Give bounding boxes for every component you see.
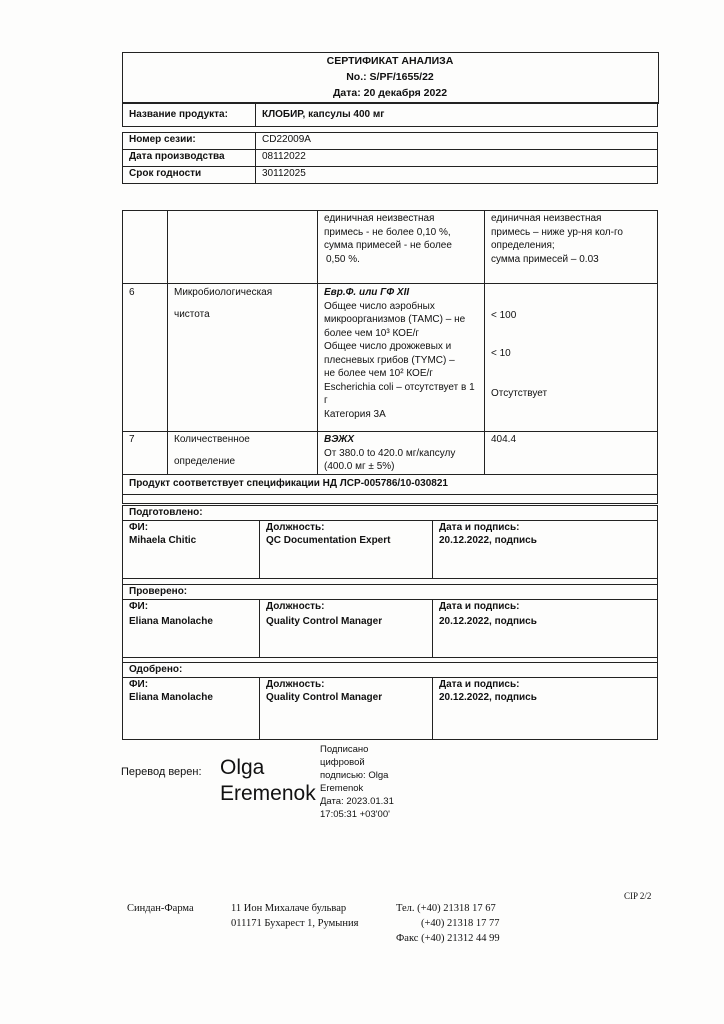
certificate-header-text bbox=[123, 53, 657, 101]
test-num: 7 bbox=[123, 432, 168, 475]
res-line: примесь – ниже ур-ня кол-го bbox=[491, 226, 623, 238]
test-num: 6 bbox=[123, 284, 168, 432]
phone-line: Тел. (+40) 21318 17 67 bbox=[396, 903, 496, 914]
date-cell bbox=[433, 599, 658, 657]
signature-block-checked bbox=[122, 584, 658, 665]
translator-last-name: Eremenok bbox=[220, 782, 316, 805]
test-requirement bbox=[318, 284, 485, 432]
batch-value: CD22009A bbox=[256, 133, 658, 150]
req-line: более чем 10³ КОЕ/г bbox=[324, 327, 420, 339]
phone-line: (+40) 21318 17 77 bbox=[421, 918, 500, 929]
fi-cell bbox=[123, 599, 260, 657]
req-line: 0,50 %. bbox=[326, 253, 360, 265]
translation-label: Перевод верен: bbox=[121, 766, 202, 778]
req-line: плесневых грибов (ТYМС) – bbox=[324, 354, 455, 366]
product-name-label: Название продукта: bbox=[123, 103, 256, 127]
test-name-line: чистота bbox=[174, 308, 210, 320]
section-label: Подготовлено: bbox=[123, 506, 658, 521]
digital-line: Подписано bbox=[320, 744, 369, 755]
req-line: Общее число аэробных bbox=[324, 300, 435, 312]
req-line: не более чем 10² КОЕ/г bbox=[324, 368, 433, 379]
position-value: Quality Control Manager bbox=[266, 616, 383, 627]
date-value: 20.12.2022, подпись bbox=[439, 616, 537, 627]
fi-label: ФИ: bbox=[129, 600, 149, 612]
test-name bbox=[168, 284, 318, 432]
section-label: Одобрено: bbox=[123, 663, 658, 678]
test-name-line: Микробиологическая bbox=[174, 287, 273, 298]
manufacture-date-value: 08112022 bbox=[256, 150, 658, 167]
req-line: сумма примесей - не более bbox=[324, 240, 452, 251]
fi-cell bbox=[123, 520, 260, 578]
date-value: 20.12.2022, подпись bbox=[439, 535, 537, 546]
position-label: Должность: bbox=[266, 521, 325, 533]
test-num-cell bbox=[123, 211, 168, 284]
req-line: (400.0 мг ± 5%) bbox=[324, 461, 395, 472]
address-line: 11 Ион Михалаче бульвар bbox=[231, 903, 347, 914]
method-name: Евр.Ф. или ГФ XII bbox=[324, 287, 410, 298]
translator-name bbox=[220, 755, 316, 807]
digital-line: Eremenok bbox=[320, 783, 364, 794]
certificate-date: Дата: 20 декабря 2022 bbox=[332, 87, 448, 99]
req-line: Категория 3А bbox=[324, 408, 386, 420]
certificate-title: СЕРТИФИКАТ АНАЛИЗА bbox=[326, 55, 454, 67]
footer-company: Синдан-Фарма bbox=[127, 903, 194, 914]
position-value: QC Documentation Expert bbox=[266, 535, 391, 546]
req-line: Escherichia coli – отсутствует в 1 bbox=[324, 381, 475, 393]
req-line: единичная неизвестная bbox=[324, 213, 435, 224]
test-name-cell bbox=[168, 211, 318, 284]
page-number: CIP 2/2 bbox=[624, 891, 652, 901]
req-line: г bbox=[324, 395, 328, 406]
digital-line: цифровой bbox=[320, 757, 365, 768]
position-value: Quality Control Manager bbox=[266, 692, 383, 703]
digital-line: 17:05:31 +03'00' bbox=[320, 809, 390, 820]
req-line: микроорганизмов (ТАМС) – не bbox=[324, 314, 466, 325]
fi-label: ФИ: bbox=[129, 521, 149, 533]
req-line: примесь - не более 0,10 %, bbox=[324, 226, 451, 238]
manufacture-date-label: Дата производства bbox=[123, 150, 256, 167]
position-cell bbox=[260, 520, 433, 578]
res-line: < 100 bbox=[491, 310, 517, 321]
fi-value: Eliana Manolache bbox=[129, 616, 213, 627]
conformity-statement: Продукт соответствует спецификации НД ЛСР-005786/10-030821 bbox=[123, 474, 658, 494]
position-label: Должность: bbox=[266, 678, 325, 690]
signature-block-approved bbox=[122, 662, 658, 740]
position-label: Должность: bbox=[266, 600, 325, 612]
test-result-cell bbox=[485, 211, 658, 284]
fi-cell bbox=[123, 677, 260, 739]
date-label: Дата и подпись: bbox=[439, 600, 520, 612]
fi-value: Mihaela Chitic bbox=[129, 535, 197, 546]
signature-block-prepared bbox=[122, 505, 658, 591]
section-label: Проверено: bbox=[123, 585, 658, 600]
product-name-value: КЛОБИР, капсулы 400 мг bbox=[256, 103, 658, 127]
date-cell bbox=[433, 677, 658, 739]
digital-line: подписью: Olga bbox=[320, 770, 389, 781]
certificate-number: No.: S/PF/1655/22 bbox=[346, 71, 434, 83]
method-name: ВЭЖХ bbox=[324, 434, 355, 445]
product-info-table bbox=[122, 102, 658, 184]
digital-signature-note bbox=[320, 743, 394, 821]
test-result: 404.4 bbox=[485, 432, 658, 475]
res-line: сумма примесей – 0.03 bbox=[491, 253, 599, 265]
res-line: < 10 bbox=[491, 347, 511, 359]
phone-line: Факс (+40) 21312 44 99 bbox=[396, 933, 500, 944]
digital-line: Дата: 2023.01.31 bbox=[320, 796, 394, 807]
translator-first-name: Olga bbox=[220, 756, 265, 779]
fi-value: Eliana Manolache bbox=[129, 692, 213, 703]
date-value: 20.12.2022, подпись bbox=[439, 692, 537, 703]
footer-phones bbox=[396, 901, 500, 946]
date-label: Дата и подпись: bbox=[439, 678, 520, 690]
date-cell bbox=[433, 520, 658, 578]
test-name-line: определение bbox=[174, 455, 236, 467]
footer-address bbox=[231, 901, 358, 931]
test-result bbox=[485, 284, 658, 432]
test-name-line: Количественное bbox=[174, 434, 250, 445]
spacer bbox=[123, 494, 658, 503]
tests-table bbox=[122, 210, 658, 504]
fi-label: ФИ: bbox=[129, 678, 149, 690]
position-cell bbox=[260, 677, 433, 739]
expiry-label: Срок годности bbox=[123, 167, 256, 184]
test-requirement bbox=[318, 432, 485, 475]
expiry-value: 30112025 bbox=[256, 167, 658, 184]
date-label: Дата и подпись: bbox=[439, 521, 520, 533]
res-line: Отсутствует bbox=[491, 388, 548, 399]
req-line: Общее число дрожжевых и bbox=[324, 341, 452, 352]
batch-label: Номер сезии: bbox=[123, 133, 256, 150]
test-name bbox=[168, 432, 318, 475]
test-requirement-cell bbox=[318, 211, 485, 284]
res-line: определения; bbox=[491, 240, 555, 251]
res-line: единичная неизвестная bbox=[491, 213, 602, 224]
address-line: 011171 Бухарест 1, Румыния bbox=[231, 918, 359, 929]
req-line: От 380.0 to 420.0 мг/капсулу bbox=[324, 447, 456, 459]
position-cell bbox=[260, 599, 433, 657]
